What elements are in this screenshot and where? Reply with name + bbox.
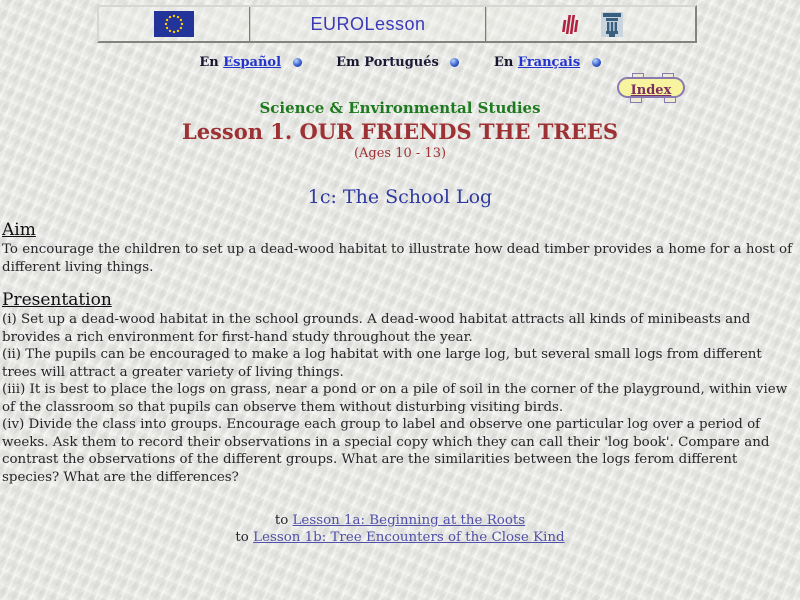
index-link[interactable]: Index <box>630 83 672 98</box>
language-link-french[interactable]: Français <box>517 55 581 70</box>
language-prefix: En <box>493 55 514 70</box>
footer-link-lesson-1b[interactable]: Lesson 1b: Tree Encounters of the Close Kind <box>253 529 565 545</box>
language-prefix: En <box>199 55 219 70</box>
column-emblem-icon <box>600 11 624 38</box>
section-title: 1c: The School Log <box>307 186 493 208</box>
index-button-body[interactable] <box>617 77 685 98</box>
lesson-content <box>2 220 797 486</box>
lesson-title: Lesson 1. OUR FRIENDS THE TREES <box>181 119 619 144</box>
language-prefix: Em <box>336 55 360 70</box>
language-item-spanish <box>199 55 306 70</box>
language-item-french <box>494 55 601 70</box>
subject-heading: Science & Environmental Studies <box>259 99 541 117</box>
presentation-item: (iii) It is best to place the logs on grass, near a pond or on a pile of soil in the corner of the playground, within view of the classroom so that pupils can observe them without disturbing visiting birds. <box>2 382 788 415</box>
header-logos-cell <box>485 7 695 41</box>
ages-line: (Ages 10 - 13) <box>353 146 447 161</box>
presentation-heading: Presentation <box>2 290 112 310</box>
presentation-item: (i) Set up a dead-wood habitat in the school grounds. A dead-wood habitat attracts all kinds of minibeasts and brovides a rich environment for first-hand study throughout the year. <box>2 312 751 345</box>
ball-icon <box>293 58 302 67</box>
header-flag-cell <box>99 7 249 41</box>
footer-link-row <box>0 530 800 547</box>
language-link-spanish[interactable]: Español <box>223 55 282 70</box>
footer-link-prefix: to <box>235 529 249 545</box>
red-stripes-logo-icon <box>558 11 580 37</box>
language-item-portuguese <box>336 55 464 70</box>
language-bar <box>0 55 800 70</box>
footer-link-row <box>0 513 800 530</box>
title-block <box>0 99 800 161</box>
footer-links <box>0 513 800 546</box>
presentation-item: (iv) Divide the class into groups. Encourage each group to label and observe one particular log over a period of weeks. Ask them to record their observations in a special copy which they can call their 'log book'. Compare and contrast the observations of the different groups. What are the similarities between the logs ferom different species? What are the differences? <box>2 417 770 485</box>
brand-title: EUROLesson <box>310 13 426 34</box>
eu-flag-icon <box>154 11 194 37</box>
ball-icon <box>592 58 601 67</box>
ball-icon <box>450 58 459 67</box>
footer-link-prefix: to <box>274 513 289 528</box>
footer-link-lesson-1a[interactable]: Lesson 1a: Beginning at the Roots <box>292 513 526 528</box>
aim-heading: Aim <box>2 220 36 240</box>
brand-title-cell <box>249 7 485 41</box>
language-label-portuguese: Portugués <box>364 55 439 70</box>
presentation-item: (ii) The pupils can be encouraged to make a log habitat with one large log, but several small logs from different trees will attract a greater variety of living things. <box>2 347 762 380</box>
aim-text: To encourage the children to set up a dead-wood habitat to illustrate how dead timber provides a home for a host of different living things. <box>2 242 793 275</box>
header-banner <box>97 5 697 43</box>
